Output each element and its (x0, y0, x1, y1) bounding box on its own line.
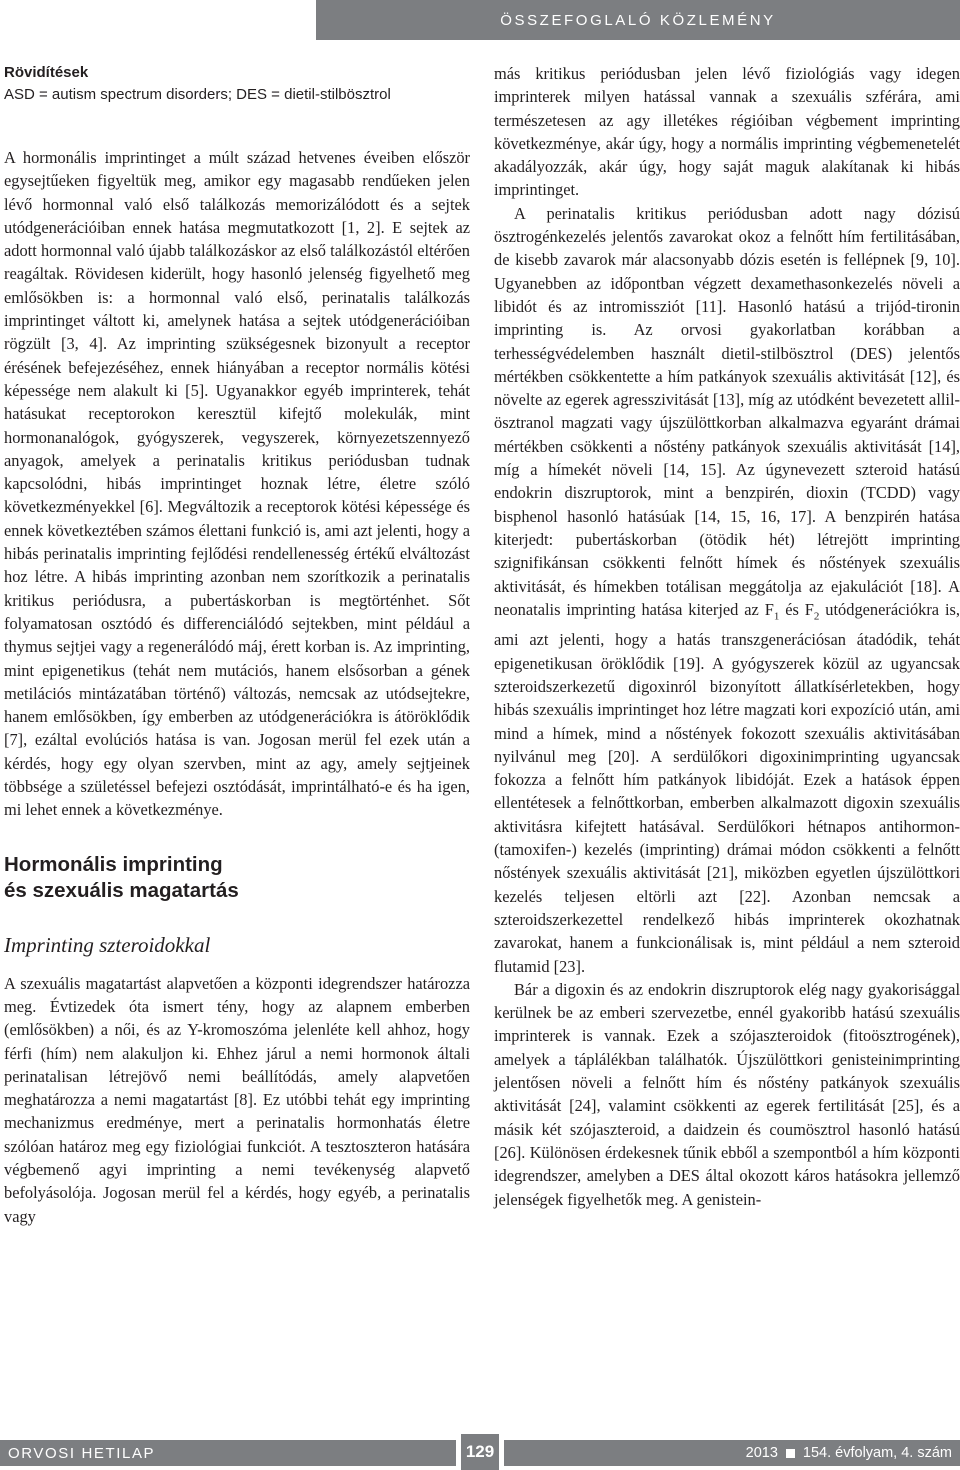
journal-name: ORVOSI HETILAP (8, 1444, 156, 1462)
left-column (4, 62, 470, 1228)
page-footer (0, 1434, 960, 1470)
abbreviations-title: Rövidítések (4, 64, 89, 81)
abbreviations-text: ASD = autism spectrum disorders; DES = dietil-stilbösztrol (4, 86, 391, 103)
section-heading-line1: Hormonális imprinting (4, 852, 223, 876)
footer-journal-bar (0, 1440, 456, 1466)
body-paragraph: A szexuális magatartást alapvetően a központi idegrendszer határozza meg. Évtizedek óta ismert tény, hogy az alapnem emberben (emlősökben) a női, és az Y-kromoszóma jelenléte kell ahhoz, hogy férfi (hím) nem alakuljon ki. Ehhez járul a nemi hormonok általi perinatalisan létrejövő nemi beállítódás, amely alapvetően meghatározza a nemi magatartást [8]. Ez utóbbi tehát egy imprinting mechanizmus eredménye, mert a perinatalis hormonhatás életre szólóan határoz meg egy fiziológiai funkciót. A tesztoszteron hatására végbemenő agyi imprinting a nemi tevékenység alapvető befolyásolója. Jogosan merül fel a kérdés, hogy egyéb, a perinatalis vagy (4, 973, 470, 1226)
footer-volume: 154. évfolyam, 4. szám (802, 1445, 952, 1461)
section-label: ÖSSZEFOGLALÓ KÖZLEMÉNY (500, 11, 776, 29)
right-column (494, 62, 960, 1211)
subscript-2: 2 (813, 610, 820, 623)
subscript-1: 1 (773, 610, 780, 623)
section-heading-line2: és szexuális magatartás (4, 878, 239, 902)
footer-year: 2013 (745, 1445, 778, 1461)
section-heading (4, 852, 470, 904)
text-run: A perinatalis kritikus periódusban adott nagy dózisú ösztrogénkezelés jelentős zavarokat okoz a felnőtt hím fertilitásában, de kisebb zavarok már alacsonyabb dózis esetén is fellépnek [9, 10]. Ugyanebben az időpontban végzett dexamethasonkezelés növeli a libidót és az intromissziót [11]. Hasonló hatású a trijód-tironin imprinting is. Az orvosi gyakorlatban korábban a terhességvédelemben használt dietil-stilbösztrol (DES) jelentős mértékben csökkentette a hím patkányok szexuális aktivitását [12], és növelte az egerek agresszivitását [13], míg az utódként bevezetett allil-ösztranol magzati vagy újszülöttkorban alkalmazva egyaránt drámai mértékben csökkenti a nőstény patkányok szexuális aktivitását [14], míg a hímekét növeli [14, 15]. Az úgynevezett szteroid hatású endokrin diszruptorok, mint a benzpirén, dioxin (TCDD) vagy bisphenol hasonló hatásúak [14, 15, 16, 17]. A benzpirén hatása kiterjedt: pubertáskorban (ötödik hét) létrejött imprinting szignifikánsan csökkenti felnőtt hímek és nőstények szexuális aktivitását, és hímekben totálisan meggátolja az ejakulációt [18]. A neonatalis imprinting hatása kiterjed az F (494, 203, 960, 619)
square-bullet-icon (786, 1449, 795, 1458)
page-number: 129 (458, 1434, 502, 1470)
body-paragraph-soy: Bár a digoxin és az endokrin diszruptorok elég nagy gyakorisággal kerülnek be az emberi szervezetbe, ennél gyakoribb hatású szexuális imprinterek is vannak. Ezek a szójaszteroidok (fitoösztrogének), amelyek a táplálékban találhatók. Újszülöttkori genisteinimprinting jelentősen növeli a felnőtt hím és nőstény patkányok szexuális aktivitását [24], valamint csökkenti az egerek fertilitását [25], és a másik két szójaszteroid, a daidzein és coumösztrol hasonló hatású [26]. Különösen érdekesnek tűnik ebből a szempontból a hím központi idegrendszer, amelyben a DES által okozott káros hatásokra jellemző jelenségek figyelhetők meg. A genistein- (494, 979, 960, 1209)
text-run: és F (779, 599, 814, 619)
text-run: utódgenerációkra is, ami azt jelenti, hogy a hatás transzgenerációsan átadódik, tehát epigenetikusan öröklődik [19]. A gyógyszerek közül az ugyancsak szteroidszerkezetű digoxinról bizonyított állatkísérletekben, hogy hibás szexuális imprintinget hoz létre magzati kori expozíció után, ami mind a hímek, mind a nőstények fokozott szexuális aktivitásában nyilvánul meg [20]. A serdülőkori digoxinimprinting ugyancsak fokozza a felnőtt hím patkányok libidóját. Ezek a hatások éppen ellentétesek a felnőttkorban, emberben alkalmazott digoxin szexuális aktivitásra kifejtett hatásával. Serdülőkori hétnapos antihormon- (tamoxifen-) kezelés (imprinting) drámai módon csökkenti a felnőtt nőstények szexuális aktivitását [21], miközben egyetlen újszülöttkori kezelés teljesen eltörli azt [22]. Azonban nemcsak a szteroidszerkezettel rendelkező hibás imprinterek okozhatnak zavarokat, hanem a funkcionálisak is, mint például a nem szteroid flutamid [23]. (494, 599, 960, 976)
section-header-bar (316, 0, 960, 40)
intro-paragraph: A hormonális imprintinget a múlt század hetvenes éveiben először egysejtűeken figyeltük meg, amikor egy magasabb rendűeken jelen lévő hormonnal való első találkozás memorizálódott és a sejtek utódgenerációiban ennek hatása megmutatkozott [1, 2]. E sejtek az adott hormonnal való újabb találkozáskor az első találkozástól eltérően reagáltak. Rövidesen kiderült, hogy hasonló jelenség figyelhető meg emlősökben is: a hormonnal való első, perinatalis találkozás imprintinget váltott ki, amelynek hatása a sejtek utódgenerációiban rögzült [3, 4]. Az imprinting szükségesnek bizonyult a receptor érésének befejezéséhez, ennek hiányában a receptor normális kötési képessége nem alakult ki [5]. Ugyanakkor egyéb imprinterek, tehát hatásukat receptorokon keresztül kifejtő molekulák, mint hormonanalógok, gyógyszerek, vegyszerek, környezetszennyező anyagok, amelyek a perinatalis kritikus periódusban tudnak kapcsolódni, hibás imprintinget hoznak létre, életre szóló következményekkel [6]. Megváltozik a receptorok kötési képessége és ennek következtében számos élettani funkció is, ami azt jelenti, hogy a hibás perinatalis imprinting fejlődési rendellenesség értékű elváltozást hoz létre. A hibás imprinting azonban nem szorítkozik a perinatalis kritikus periódusra, a pubertáskorban is megtörténhet. Sőt folyamatosan osztódó és differenciálódó sejtekben, mint például a thymus sejtjei vagy a regenerálódó máj, érett korban is. Az imprinting, mint epigenetikus (tehát nem mutációs, hanem elsősorban a gének metilációs mintázatában történő) változás, nemcsak az utódsejtekre, hanem emlősökben, így emberben az utódgenerációkra is átöröklődik [7], ezáltal evolúciós hatása is van. Jogosan merül fel ezek után a kérdés, hogy egy olyan szervben, mint az agy, amely sejtjeinek többsége a születéssel befejezi osztódását, imprintálható-e és ha igen, mi lehet ennek a következménye. (4, 148, 470, 820)
subsection-heading: Imprinting szteroidokkal (4, 932, 211, 957)
body-paragraph-perinatal (494, 202, 960, 978)
footer-meta (746, 1440, 952, 1466)
continuation-paragraph: más kritikus periódusban jelen lévő fiziológiás vagy idegen imprinterek milyen hatással vannak a szexuális szférára, ami természetesen az agy illetékes régióiban végbement imprinting következménye, akár úgy, hogy a normális imprinting végbemenetelét akadályozzák, akár úgy, hogy saját maguk alakítanak ki hibás imprintinget. (494, 64, 960, 200)
